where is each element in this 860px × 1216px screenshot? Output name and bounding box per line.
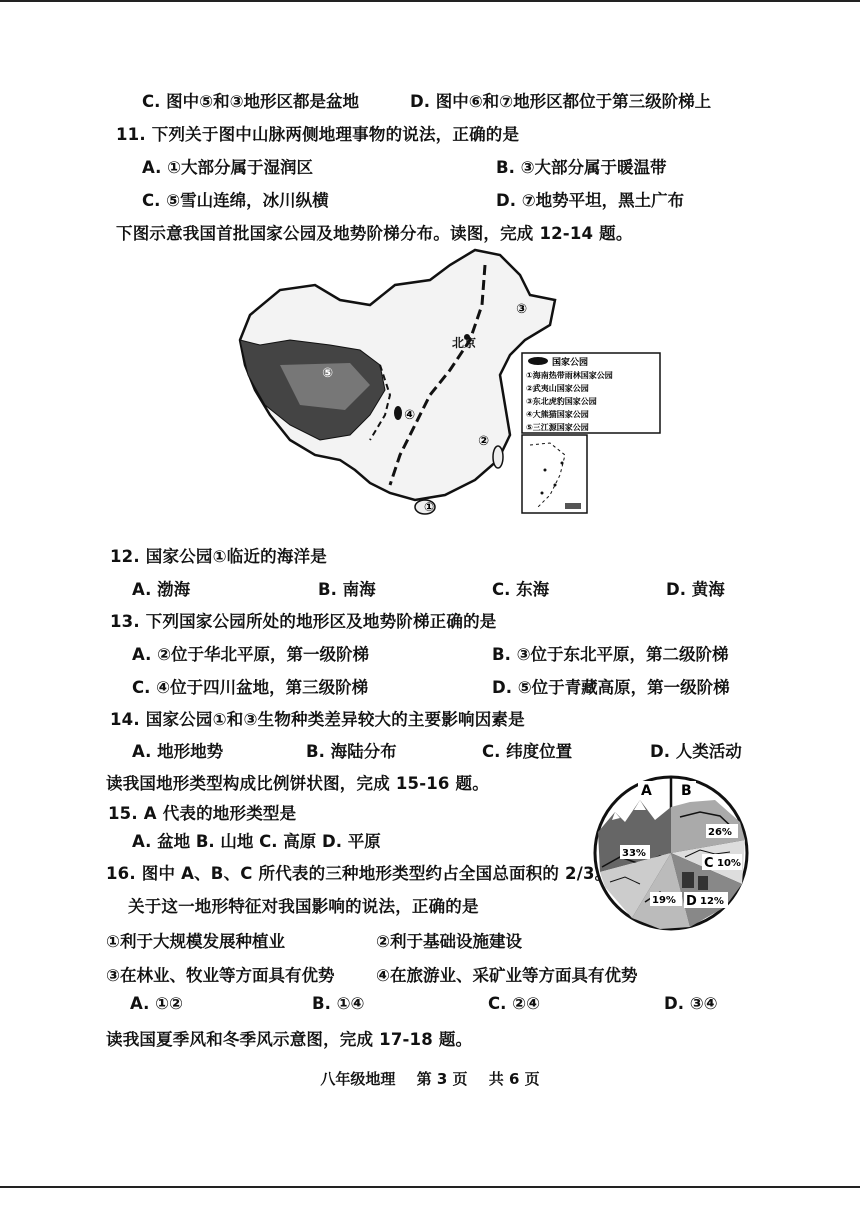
pie-pct-c: 10% <box>717 858 741 869</box>
footer-subject: 八年级地理 <box>320 1070 396 1088</box>
terrain-pie-chart <box>590 772 752 934</box>
pie-pct-a: 33% <box>622 848 646 859</box>
q11-option-d: D. ⑦地势平坦，黑土广布 <box>496 191 685 210</box>
q14-option-b: B. 海陆分布 <box>306 742 397 761</box>
q12-option-b: B. 南海 <box>318 580 376 599</box>
top-border <box>0 0 860 2</box>
intro-12-14: 下图示意我国首批国家公园及地势阶梯分布。读图，完成 12-14 题。 <box>116 224 633 243</box>
footer-total: 共 6 页 <box>488 1070 540 1088</box>
park-marker-4: ④ <box>404 408 416 423</box>
pie-pct-e: 19% <box>652 895 676 906</box>
legend-item-1: ①海南热带雨林国家公园 <box>526 371 613 380</box>
q12-option-d: D. 黄海 <box>666 580 725 599</box>
q10-option-c: C. 图中⑤和③地形区都是盆地 <box>142 92 360 111</box>
q13-option-b: B. ③位于东北平原，第二级阶梯 <box>492 645 729 664</box>
q13-option-c: C. ④位于四川盆地，第三级阶梯 <box>132 678 369 697</box>
intro-15-16: 读我国地形类型构成比例饼状图，完成 15-16 题。 <box>106 774 489 793</box>
legend-item-2: ②武夷山国家公园 <box>526 384 589 393</box>
park-marker-5: ⑤ <box>322 366 334 381</box>
q16-option-a: A. ①② <box>130 994 184 1013</box>
national-parks-map <box>220 245 670 520</box>
q14-option-d: D. 人类活动 <box>650 742 742 761</box>
q15-options: A. 盆地 B. 山地 C. 高原 D. 平原 <box>132 832 381 851</box>
bottom-border <box>0 1186 860 1188</box>
q11-option-b: B. ③大部分属于暖温带 <box>496 158 667 177</box>
page-footer <box>0 1068 860 1089</box>
legend-item-4: ④大熊猫国家公园 <box>526 410 589 419</box>
q15-stem: 15. A 代表的地形类型是 <box>108 804 297 823</box>
q14-option-a: A. 地形地势 <box>132 742 224 761</box>
legend-item-3: ③东北虎豹国家公园 <box>526 397 597 406</box>
q14-stem: 14. 国家公园①和③生物种类差异较大的主要影响因素是 <box>110 710 525 729</box>
pie-label-d: D <box>686 894 697 909</box>
q13-option-a: A. ②位于华北平原，第一级阶梯 <box>132 645 370 664</box>
legend-item-5: ⑤三江源国家公园 <box>526 423 589 432</box>
legend-title: 国家公园 <box>552 358 589 368</box>
taiwan-island <box>493 446 503 468</box>
q11-option-c: C. ⑤雪山连绵，冰川纵横 <box>142 191 329 210</box>
footer-page: 第 3 页 <box>416 1070 468 1088</box>
q16-stem-1: 16. 图中 A、B、C 所代表的三种地形类型约占全国总面积的 2/3。 <box>106 864 612 883</box>
pie-pct-b: 26% <box>708 827 732 838</box>
q13-stem: 13. 下列国家公园所处的地形区及地势阶梯正确的是 <box>110 612 497 631</box>
park-marker-1: ① <box>424 500 435 514</box>
park-marker-2: ② <box>478 434 490 449</box>
q16-statement-3: ③在林业、牧业等方面具有优势 <box>106 966 335 985</box>
q16-statement-1: ①利于大规模发展种植业 <box>106 932 285 951</box>
intro-17-18: 读我国夏季风和冬季风示意图，完成 17-18 题。 <box>106 1030 473 1049</box>
park-marker-3: ③ <box>516 302 528 317</box>
pie-label-b: B <box>681 783 692 799</box>
map-legend <box>522 353 660 433</box>
q16-statement-2: ②利于基础设施建设 <box>376 932 522 951</box>
beijing-label: 北京 <box>452 336 477 350</box>
q11-stem: 11. 下列关于图中山脉两侧地理事物的说法，正确的是 <box>116 125 520 144</box>
pie-pct-d: 12% <box>700 896 724 907</box>
q12-option-c: C. 东海 <box>492 580 550 599</box>
q16-stem-2: 关于这一地形特征对我国影响的说法，正确的是 <box>128 897 479 916</box>
q14-option-c: C. 纬度位置 <box>482 742 573 761</box>
q16-statement-4: ④在旅游业、采矿业等方面具有优势 <box>376 966 638 985</box>
q16-option-d: D. ③④ <box>664 994 718 1013</box>
q16-option-c: C. ②④ <box>488 994 541 1013</box>
pie-label-a: A <box>641 783 652 799</box>
q12-option-a: A. 渤海 <box>132 580 191 599</box>
q10-option-d: D. 图中⑥和⑦地形区都位于第三级阶梯上 <box>410 92 712 111</box>
q11-option-a: A. ①大部分属于湿润区 <box>142 158 314 177</box>
q16-option-b: B. ①④ <box>312 994 365 1013</box>
pie-label-c: C <box>704 856 714 871</box>
q12-stem: 12. 国家公园①临近的海洋是 <box>110 547 327 566</box>
q13-option-d: D. ⑤位于青藏高原，第一级阶梯 <box>492 678 730 697</box>
